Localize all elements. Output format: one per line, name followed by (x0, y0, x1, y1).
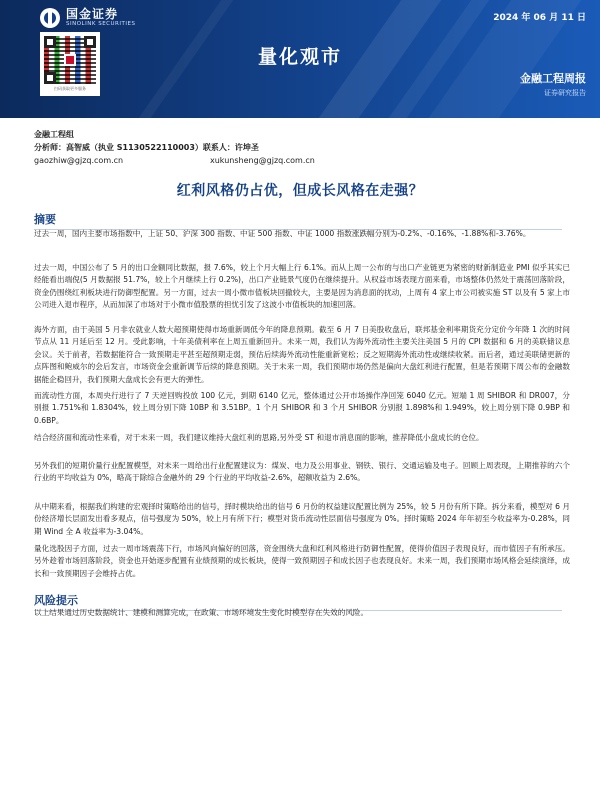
contact-label: 联系人： (202, 143, 235, 152)
summary-paragraph-6: 另外我们的短期价量行业配置模型，对未来一周给出行业配置建议为：煤炭、电力及公用事业、钢铁、银行、交通运输及电子。回顾上周表现，上期推荐的六个行业的平均收益为 0%，略高于除综合金融外的 29 个行业的平均收益-2.6%，超额收益为 2.6%。 (34, 461, 570, 483)
summary-heading: 摘要 (34, 213, 56, 226)
analyst-email[interactable]: gaozhiw@gjzq.com.cn (34, 156, 124, 165)
summary-paragraph-8: 量化选股因子方面，过去一周市场震荡下行，市场风向偏好的回落，资金围绕大盘和红利风格进行防御性配置，使得价值因子表现良好，而市值因子有所承压。另外趁着市场回落阶段，资金也开始逐步配置有业绩预期的成长板块，使得一致预期因子和成长因子也表现良好。未来一周，我们预期市场风格会延续演绎，成长和一致预期因子会维持占优。 (34, 544, 570, 578)
summary-paragraph-2: 过去一周，中国公布了 5 月的出口金额同比数据，报 7.6%，较上个月大幅上行 6.1%。而从上周一公布的与出口产业链更为紧密的财新制造业 PMI 似乎其实已经能看出端倪(5 月数据报 51.7%，较上个月继续上行 0.2%)，出口产业链景气度仍在继续提升。从权益市场表现方面来看，市场整体仍然处于震荡回落阶段，资金仍围绕红利板块进行防御型配置。另一方面，过去一周小微市值板块回撤较大，主要是因为消息面的扰动，上周有 4 家上市公司被实施 ST 以及有 5 家上市公司进入退市程序，从而加深了市场对于小微市值股票的担忧引发了这波小市值板块的加速回落。 (34, 263, 570, 310)
logo-icon (40, 8, 60, 28)
report-category: 证券研究报告 (544, 89, 586, 97)
author-info (34, 128, 315, 167)
report-headline: 红利风格仍占优，但成长风格在走强？ (176, 183, 424, 199)
risk-heading: 风险提示 (34, 594, 78, 607)
summary-paragraph-3: 海外方面，由于美国 5 月非农就业人数大超预期使得市场重新调低今年的降息预期。截至 6 月 7 日美股收盘后，联邦基金利率期货充分定价今年降 1 次的时间节点从 11 月延后至 12 月。受此影响，十年美债利率在上周五重新回升。未来一周，我们认为海外流动性主要关注美国 5 月的 CPI 数据和 6 月的美联储议息会议。关于前者，若数据能符合一致预期走平甚至超预期走弱，预估后续海外流动性能重新宽松；反之短期海外流动性或继续收紧。而后者，通过美联储更新的点阵图和鲍威尔的会后发言，市场资金会重新调节后续的降息预期。关于未来一周，我们预期市场仍然是偏向大盘红利进行配置，但是若预期下周公布的金融数据能企稳回升，我们预期大盘成长会有更大的弹性。 (34, 325, 570, 384)
contact-name: 许坤圣 (234, 143, 259, 152)
report-date: 2024 年 06 月 11 日 (493, 13, 586, 23)
summary-paragraph-5: 结合经济面和流动性来看，对于未来一周，我们建议维持大盘红利的思路,另外受 ST 和退市消息面的影响，推荐降低小盘成长的仓位。 (34, 433, 484, 442)
department: 金融工程组 (34, 130, 74, 139)
report-series-title: 量化观市 (257, 46, 342, 68)
analyst-label: 分析师： (34, 143, 66, 152)
summary-paragraph-7: 从中期来看，根据我们构建的宏观择时策略给出的信号，择时模块给出的信号 6 月份的权益建议配置比例为 25%，较 5 月份有所下降。拆分来看，模型对 6 月份经济增长层面发出看多观点，信号强度为 50%，较上月有所下行；模型对货币流动性层面信号强度为 0%。择时策略 2024 年年初至今收益率为-0.28%，同期 Wind 全 A 收益率为-3.04%。 (34, 502, 570, 536)
company-logo (40, 8, 135, 28)
report-type: 金融工程周报 (520, 72, 586, 85)
qr-caption: 扫码获取更多服务 (54, 86, 86, 91)
logo-name-cn: 国金证券 (66, 7, 119, 22)
summary-paragraph-1: 过去一周，国内主要市场指数中，上证 50、沪深 300 指数、中证 500 指数、中证 1000 指数涨跌幅分别为-0.2%、-0.16%、-1.88%和-3.76%。 (34, 229, 531, 238)
logo-name-en: SINOLINK SECURITIES (66, 21, 136, 28)
header-banner (0, 0, 600, 118)
contact-email[interactable]: xukunsheng@gjzq.com.cn (210, 156, 315, 165)
risk-paragraph: 以上结果通过历史数据统计、建模和测算完成，在政策、市场环境发生变化时模型存在失效的风险。 (34, 608, 369, 617)
analyst-name: 高智威（执业 S1130522110003） (66, 143, 203, 152)
summary-paragraph-4: 而流动性方面，本周央行进行了 7 天逆回购投放 100 亿元，到期 6140 亿元，整体通过公开市场操作净回笼 6040 亿元。短端 1 周 SHIBOR 和 DR007，分别报 1.751%和 1.8304%，较上周分别下降 10BP 和 3.51BP。1 个月 SHIBOR 和 3 个月 SHIBOR 分别报 1.898%和 1.949%，较上周分别下降 0.9BP 和 0.6BP。 (34, 391, 570, 425)
